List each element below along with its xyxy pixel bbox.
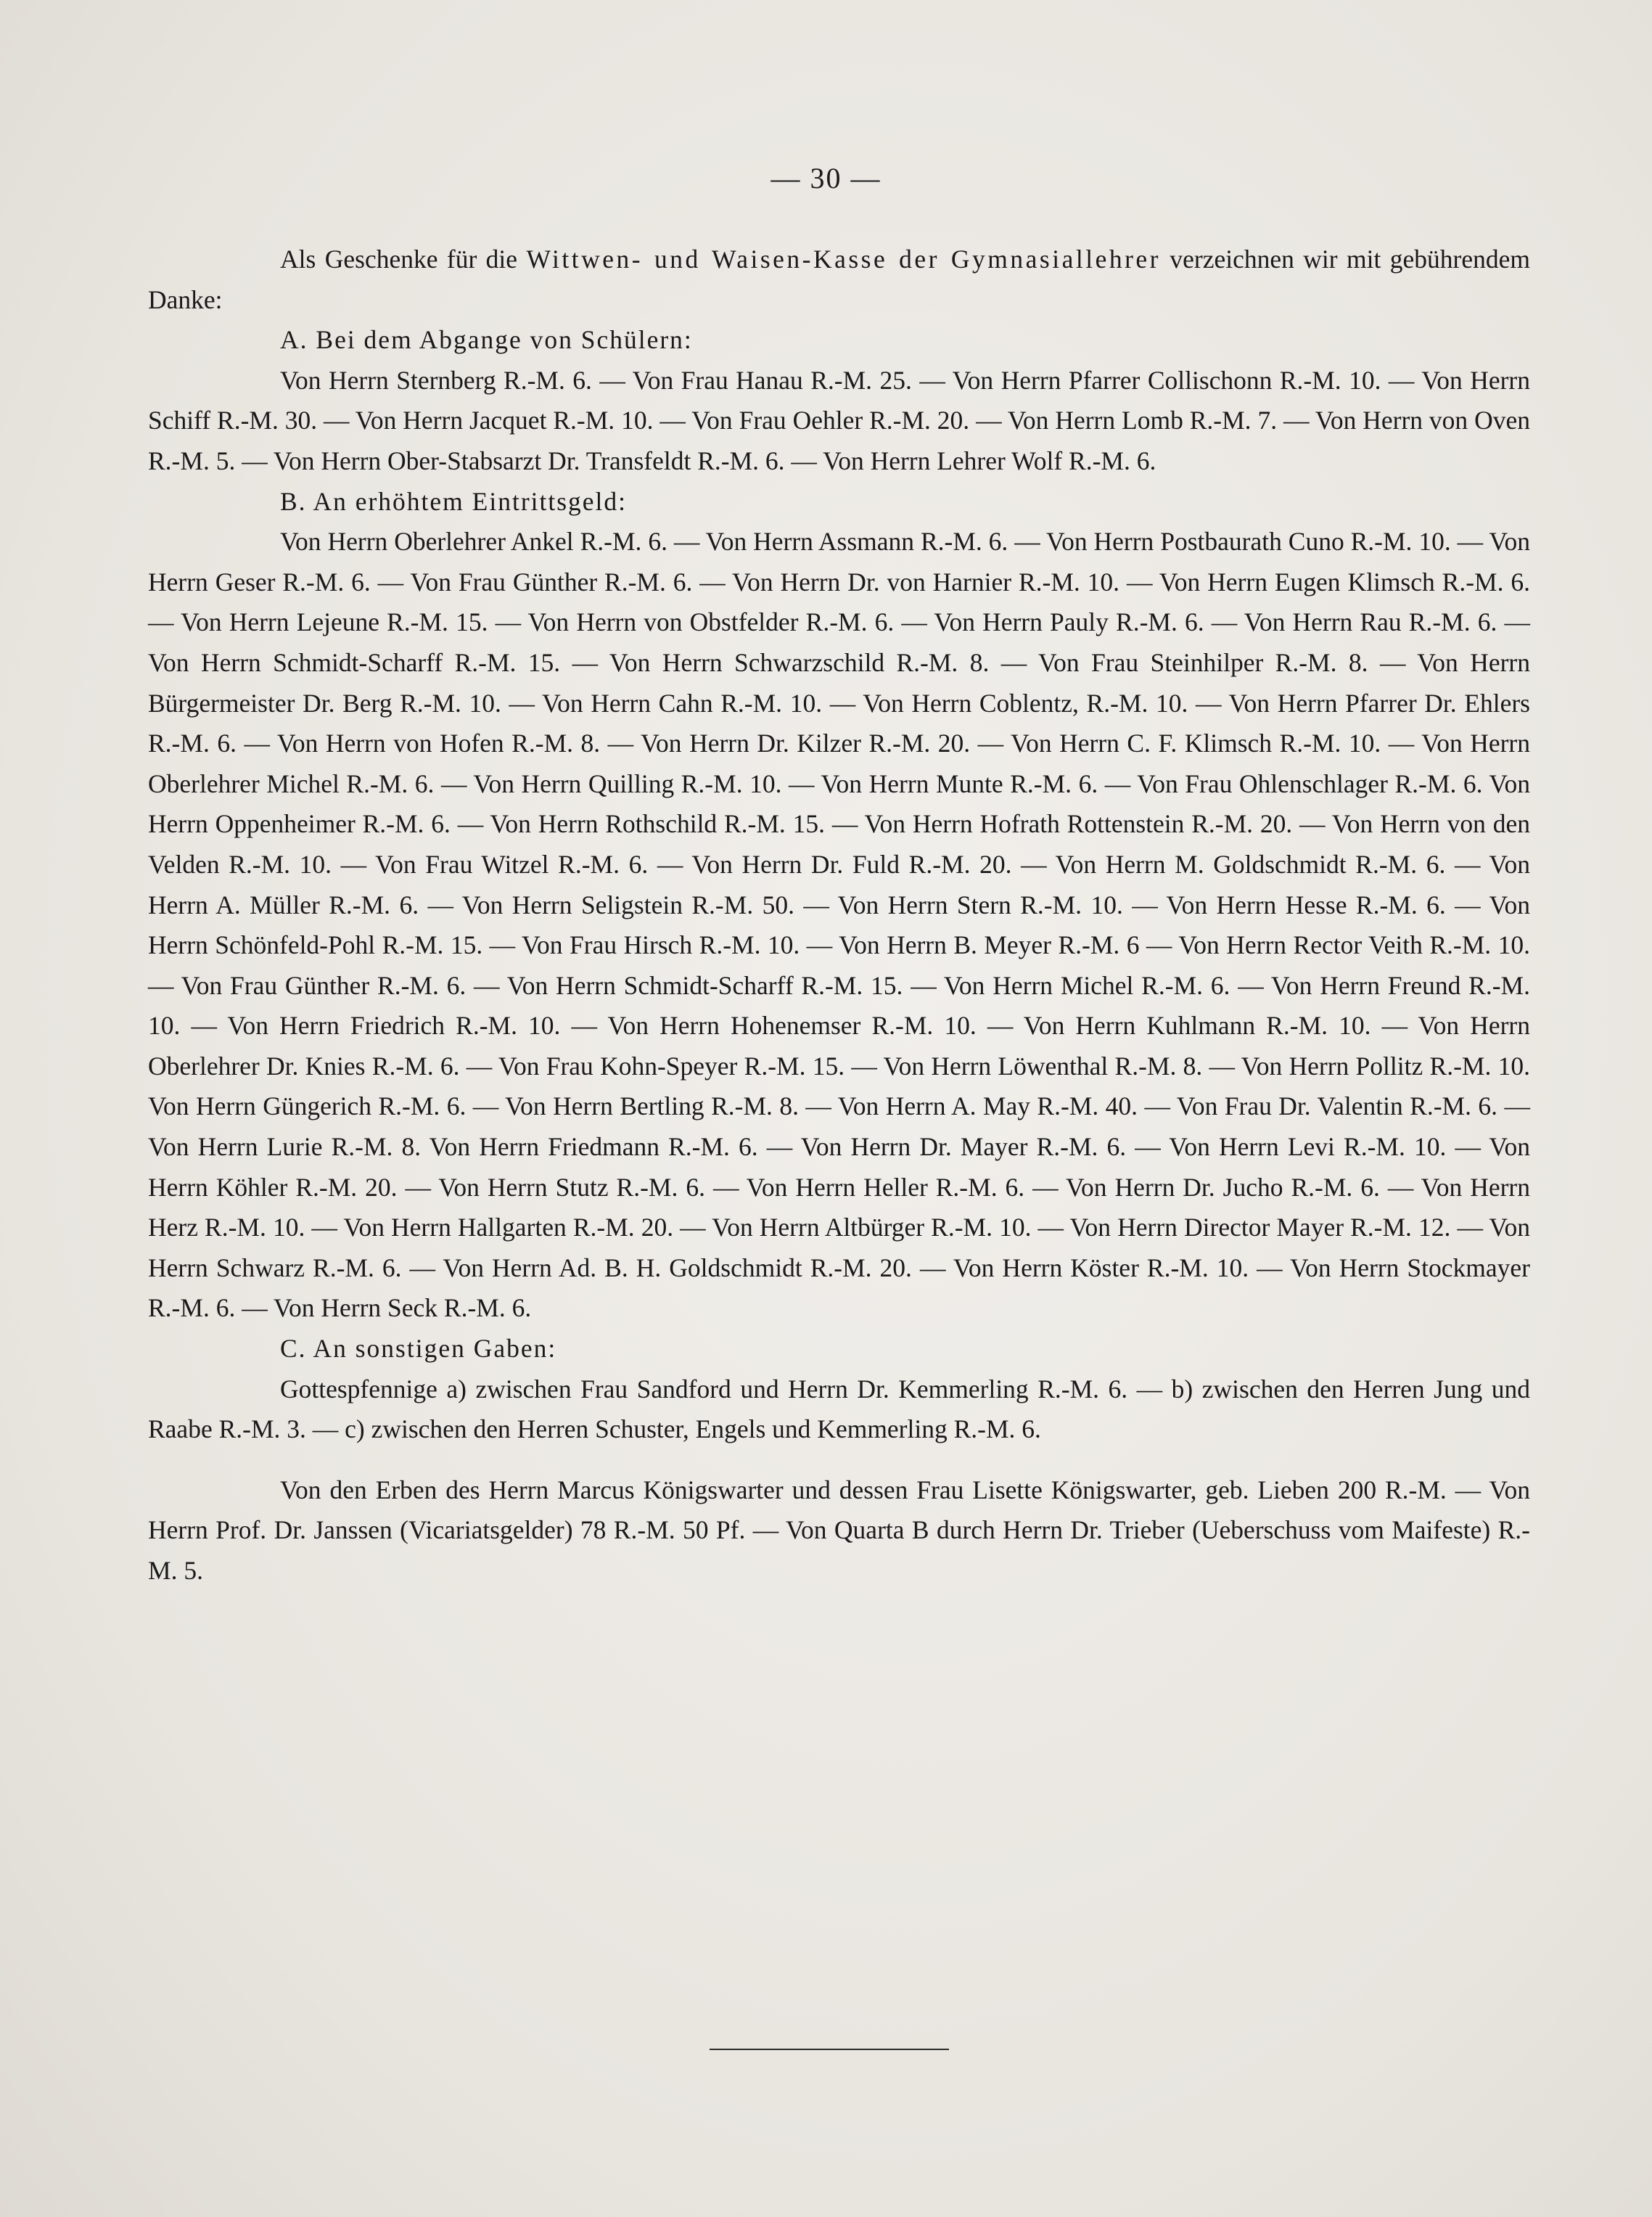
section-c-heading: C. An sonstigen Gaben:	[280, 1334, 557, 1364]
section-a-heading: A. Bei dem Abgange von Schülern:	[280, 325, 693, 355]
intro-fund-name: Wittwen- und Waisen-Kasse der Gymnasiallehrer	[526, 245, 1161, 274]
page-number: — 30 —	[770, 162, 882, 194]
section-c-text: Gottespfennige a) zwischen Frau Sandford und Herrn Dr. Kemmerling R.-M. 6. — b) zwischen den Herren Jung und Raabe R.-M. 3. — c) zwischen den Herren Schuster, Engels und Kemmerling R.-M. 6.	[148, 1374, 1530, 1444]
intro-paragraph	[148, 239, 1530, 320]
closing-paragraph: Von den Erben des Herrn Marcus Königswarter und dessen Frau Lisette Königswarter, geb. Lieben 200 R.-M. — Von Herrn Prof. Dr. Janssen (Vicariatsgelder) 78 R.-M. 50 Pf. — Von Quarta B durch Herrn Dr. Trieber (Ueberschuss vom Maifeste) R.-M. 5.	[148, 1475, 1530, 1585]
section-a-text: Von Herrn Sternberg R.-M. 6. — Von Frau Hanau R.-M. 25. — Von Herrn Pfarrer Collischonn R.-M. 10. — Von Herrn Schiff R.-M. 30. — Von Herrn Jacquet R.-M. 10. — Von Frau Oehler R.-M. 20. — Von Herrn Lomb R.-M. 7. — Von Herrn von Oven R.-M. 5. — Von Herrn Ober-Stabsarzt Dr. Transfeldt R.-M. 6. — Von Herrn Lehrer Wolf R.-M. 6.	[148, 365, 1530, 475]
section-b-heading: B. An erhöhtem Eintrittsgeld:	[280, 486, 628, 516]
intro-text-start: Als Geschenke für die	[280, 245, 527, 274]
document-body	[148, 239, 1530, 1591]
intro-text-end: verzeichnen wir mit gebührendem Danke:	[148, 245, 1530, 314]
closing-rule	[710, 2049, 949, 2050]
section-b-text: Von Herrn Oberlehrer Ankel R.-M. 6. — Von Herrn Assmann R.-M. 6. — Von Herrn Postbaurath Cuno R.-M. 10. — Von Herrn Geser R.-M. 6. — Von Frau Günther R.-M. 6. — Von Herrn Dr. von Harnier R.-M. 10. — Von Herrn Eugen Klimsch R.-M. 6. — Von Herrn Lejeune R.-M. 15. — Von Herrn von Obstfelder R.-M. 6. — Von Herrn Pauly R.-M. 6. — Von Herrn Rau R.-M. 6. — Von Herrn Schmidt-Scharff R.-M. 15. — Von Herrn Schwarzschild R.-M. 8. — Von Frau Steinhilper R.-M. 8. — Von Herrn Bürgermeister Dr. Berg R.-M. 10. — Von Herrn Cahn R.-M. 10. — Von Herrn Coblentz, R.-M. 10. — Von Herrn Pfarrer Dr. Ehlers R.-M. 6. — Von Herrn von Hofen R.-M. 8. — Von Herrn Dr. Kilzer R.-M. 20. — Von Herrn C. F. Klimsch R.-M. 10. — Von Herrn Oberlehrer Michel R.-M. 6. — Von Herrn Quilling R.-M. 10. — Von Herrn Munte R.-M. 6. — Von Frau Ohlenschlager R.-M. 6. Von Herrn Oppenheimer R.-M. 6. — Von Herrn Rothschild R.-M. 15. — Von Herrn Hofrath Rottenstein R.-M. 20. — Von Herrn von den Velden R.-M. 10. — Von Frau Witzel R.-M. 6. — Von Herrn Dr. Fuld R.-M. 20. — Von Herrn M. Goldschmidt R.-M. 6. — Von Herrn A. Müller R.-M. 6. — Von Herrn Seligstein R.-M. 50. — Von Herrn Stern R.-M. 10. — Von Herrn Hesse R.-M. 6. — Von Herrn Schönfeld-Pohl R.-M. 15. — Von Frau Hirsch R.-M. 10. — Von Herrn B. Meyer R.-M. 6 — Von Herrn Rector Veith R.-M. 10. — Von Frau Günther R.-M. 6. — Von Herrn Schmidt-Scharff R.-M. 15. — Von Herrn Michel R.-M. 6. — Von Herrn Freund R.-M. 10. — Von Herrn Friedrich R.-M. 10. — Von Herrn Hohenemser R.-M. 10. — Von Herrn Kuhlmann R.-M. 10. — Von Herrn Oberlehrer Dr. Knies R.-M. 6. — Von Frau Kohn-Speyer R.-M. 15. — Von Herrn Löwenthal R.-M. 8. — Von Herrn Pollitz R.-M. 10. Von Herrn Güngerich R.-M. 6. — Von Herrn Bertling R.-M. 8. — Von Herrn A. May R.-M. 40. — Von Frau Dr. Valentin R.-M. 6. — Von Herrn Lurie R.-M. 8. Von Herrn Friedmann R.-M. 6. — Von Herrn Dr. Mayer R.-M. 6. — Von Herrn Levi R.-M. 10. — Von Herrn Köhler R.-M. 20. — Von Herrn Stutz R.-M. 6. — Von Herrn Heller R.-M. 6. — Von Herrn Dr. Jucho R.-M. 6. — Von Herrn Herz R.-M. 10. — Von Herrn Hallgarten R.-M. 20. — Von Herrn Altbürger R.-M. 10. — Von Herrn Director Mayer R.-M. 12. — Von Herrn Schwarz R.-M. 6. — Von Herrn Ad. B. H. Goldschmidt R.-M. 20. — Von Herrn Köster R.-M. 10. — Von Herrn Stockmayer R.-M. 6. — Von Herrn Seck R.-M. 6.	[148, 527, 1530, 1323]
